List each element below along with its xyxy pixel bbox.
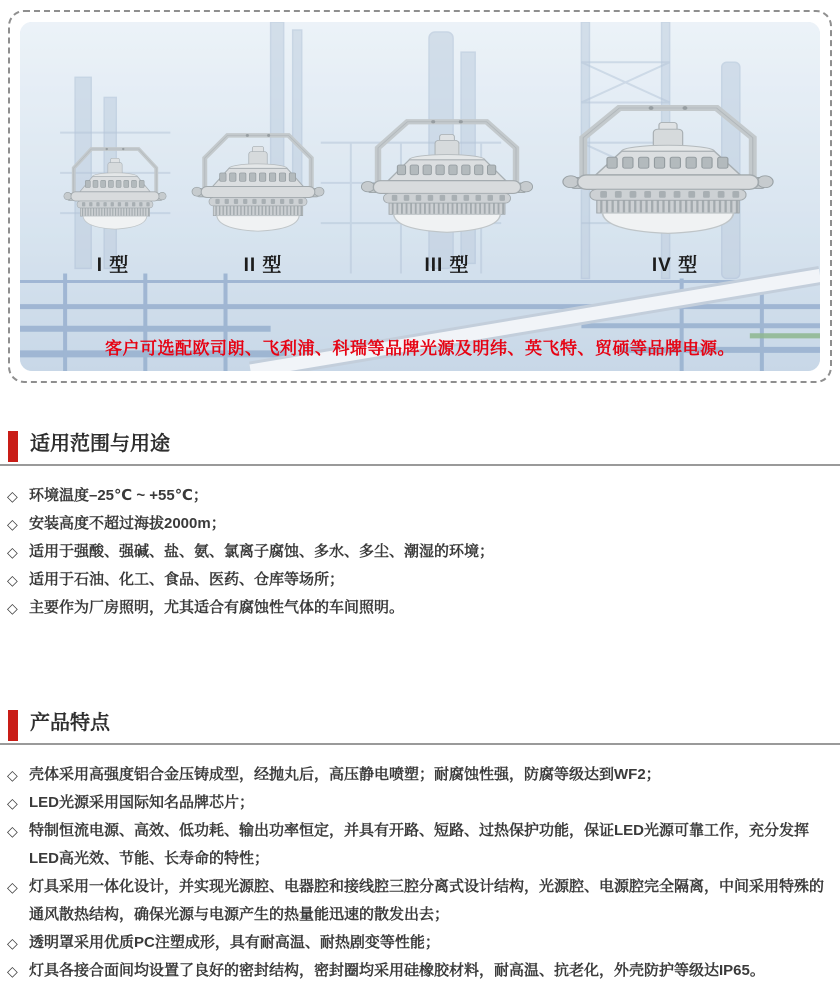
list-item [0, 510, 834, 538]
section-application-heading [0, 431, 840, 466]
list-item-text: 适用于石油、化工、食品、医药、仓库等场所； [29, 571, 345, 588]
lamp-type-2-image [187, 127, 329, 237]
list-item-text: 灯具各接合面间均设置了良好的密封结构，密封圈均采用硅橡胶材料，耐高温、抗老化，外壳防护等级达IP65。 [29, 962, 765, 979]
list-item [0, 482, 834, 510]
product-photo-frame [8, 10, 832, 383]
section-application-title: 适用范围与用途 [30, 433, 170, 455]
list-item-text: 适用于强酸、强碱、盐、氨、氯离子腐蚀、多水、多尘、潮湿的环境； [29, 543, 495, 560]
diamond-bullet-icon: ◇ [7, 544, 18, 560]
lamp-type-3-image [355, 112, 539, 239]
lamp-type-1-image [60, 142, 170, 234]
diamond-bullet-icon: ◇ [7, 572, 18, 588]
red-accent-bar [8, 431, 18, 462]
list-item-text: 主要作为厂房照明，尤其适合有腐蚀性气体的车间照明。 [29, 599, 405, 616]
lamp-type-1 [60, 142, 170, 234]
diamond-bullet-icon: ◇ [7, 767, 18, 783]
list-item [0, 957, 834, 985]
lamp-type-2-label: II 型 [243, 255, 283, 276]
brand-note: 客户可选配欧司朗、飞利浦、科瑞等品牌光源及明纬、英飞特、贸硕等品牌电源。 [105, 339, 735, 358]
diamond-bullet-icon: ◇ [7, 879, 18, 895]
list-item-text: 安装高度不超过海拔2000m； [29, 515, 226, 532]
lamp-type-2 [187, 127, 329, 237]
list-item [0, 566, 834, 594]
section-features-title: 产品特点 [30, 712, 110, 734]
diamond-bullet-icon: ◇ [7, 795, 18, 811]
section-features-heading [0, 710, 840, 745]
list-item-text: 特制恒流电源、高效、低功耗、输出功率恒定，并具有开路、短路、过热保护功能，保证LED光源可靠工作，充分发挥LED高光效、节能、长寿命的特性； [29, 822, 810, 867]
lamp-type-4-image [555, 97, 781, 241]
lamp-type-4 [555, 97, 781, 241]
list-item-text: 环境温度–25℃ ~ +55℃； [29, 487, 208, 504]
product-photo [20, 22, 820, 371]
list-item-text: 壳体采用高强度铝合金压铸成型，经抛丸后，高压静电喷塑；耐腐蚀性强，防腐等级达到WF2； [29, 766, 661, 783]
list-item [0, 789, 834, 817]
diamond-bullet-icon: ◇ [7, 488, 18, 504]
list-item-text: 灯具采用一体化设计，并实现光源腔、电器腔和接线腔三腔分离式设计结构，光源腔、电源腔完全隔离，中间采用特殊的通风散热结构，确保光源与电源产生的热量能迅速的散发出去； [29, 878, 825, 923]
application-list [0, 482, 840, 622]
lamp-type-4-label: IV 型 [651, 255, 699, 276]
red-accent-bar [8, 710, 18, 741]
list-item [0, 761, 834, 789]
list-item [0, 817, 834, 873]
lamp-type-3-label: III 型 [424, 255, 470, 276]
list-item [0, 873, 834, 929]
diamond-bullet-icon: ◇ [7, 823, 18, 839]
list-item [0, 929, 834, 957]
lamp-type-1-label: I 型 [96, 255, 130, 276]
diamond-bullet-icon: ◇ [7, 935, 18, 951]
section-features [0, 710, 840, 985]
diamond-bullet-icon: ◇ [7, 963, 18, 979]
diamond-bullet-icon: ◇ [7, 516, 18, 532]
list-item-text: LED光源采用国际知名品牌芯片； [29, 794, 255, 811]
features-list [0, 761, 840, 985]
list-item-text: 透明罩采用优质PC注塑成形，具有耐高温、耐热剧变等性能； [29, 934, 440, 951]
section-application [0, 431, 840, 622]
diamond-bullet-icon: ◇ [7, 600, 18, 616]
list-item [0, 538, 834, 566]
list-item [0, 594, 834, 622]
lamp-type-3 [355, 112, 539, 239]
